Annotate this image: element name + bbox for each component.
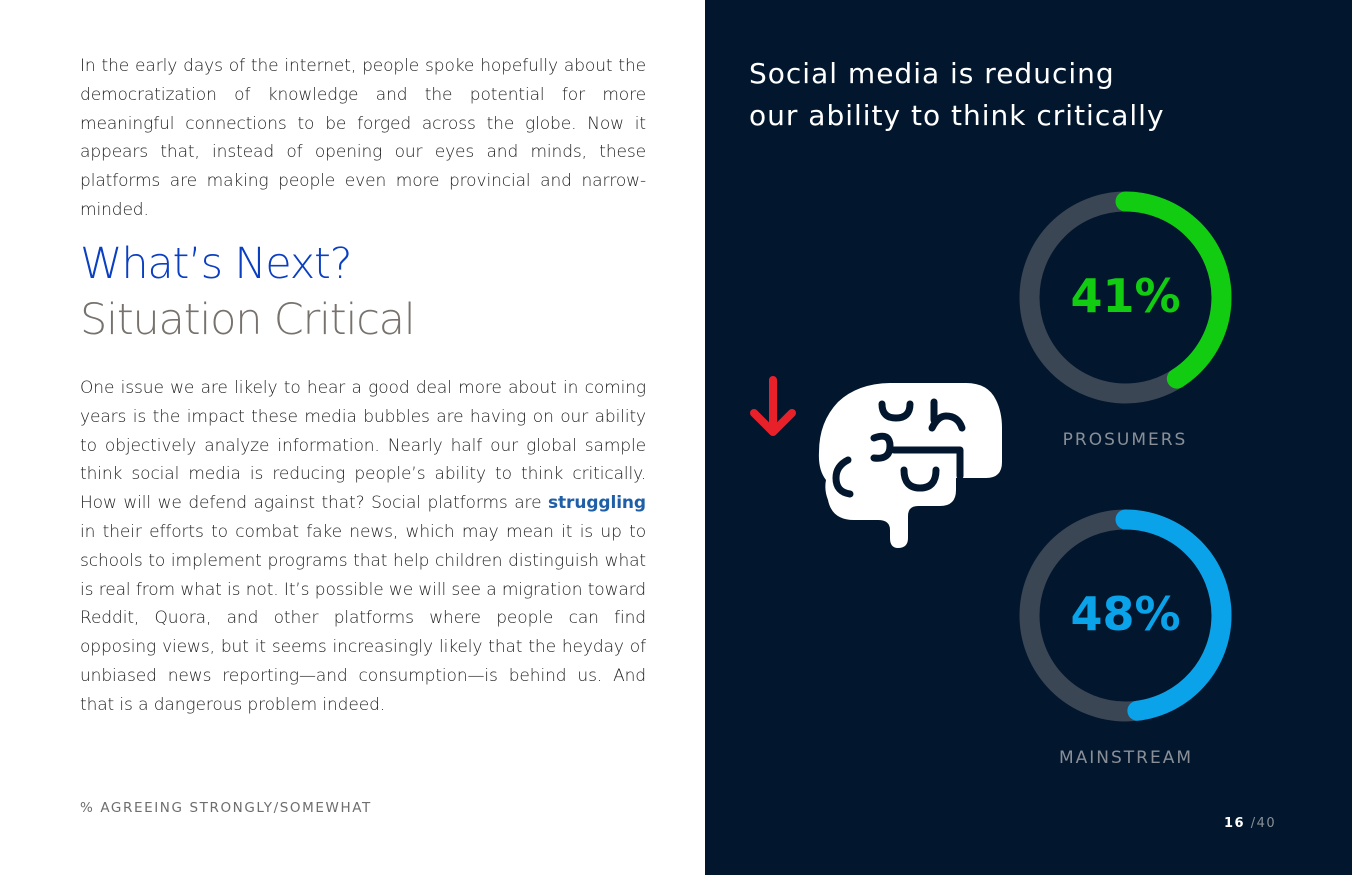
prosumers-percent: 41%	[1070, 269, 1181, 323]
struggling-link[interactable]: struggling	[548, 493, 646, 514]
mainstream-donut	[1017, 507, 1234, 724]
page-number	[1224, 816, 1276, 831]
body-text-part2: in their efforts to combat fake news, which may mean it is up to schools to implement programs that help children distinguish what is real from what is not. It’s possible we will see a migration toward Reddit, Quora, and other platforms where people can find opposing views, but it seems increasingly likely that the heyday of unbiased news reporting—and consumption—is behind us. And that is a dangerous problem indeed.	[80, 521, 646, 715]
page-total: /40	[1250, 816, 1277, 831]
heading-subtitle: Situation Critical	[80, 295, 415, 345]
panel-title-line2: our ability to think critically	[749, 99, 1165, 132]
panel-title-line1: Social media is reducing	[749, 57, 1115, 90]
prosumers-donut	[1017, 189, 1234, 406]
page-current: 16	[1224, 816, 1246, 831]
body-text-part1: One issue we are likely to hear a good deal more about in coming years is the impact these media bubbles are having on our ability to objectively analyze information. Nearly half our global sample think social media is reducing people’s ability to think critically. How will we defend against that? Social platforms are	[80, 378, 646, 514]
brain-puzzle-icon	[814, 380, 1004, 556]
heading-title: What’s Next?	[80, 239, 352, 289]
intro-paragraph: In the early days of the internet, people spoke hopefully about the democratization of knowledge and the potential for more meaningful connections to be forged across the globe. Now it appears that, instead of opening our eyes and minds, these platforms are making people even more provincial and narrow-minded.	[80, 56, 646, 220]
mainstream-percent: 48%	[1070, 587, 1181, 641]
prosumers-label: PROSUMERS	[1062, 430, 1188, 450]
mainstream-label: MAINSTREAM	[1058, 748, 1194, 768]
section-heading	[80, 236, 415, 348]
footnote: % AGREEING STRONGLY/SOMEWHAT	[80, 800, 372, 816]
body-paragraph	[80, 374, 646, 720]
panel-title	[749, 53, 1199, 137]
down-arrow-icon	[746, 376, 800, 446]
